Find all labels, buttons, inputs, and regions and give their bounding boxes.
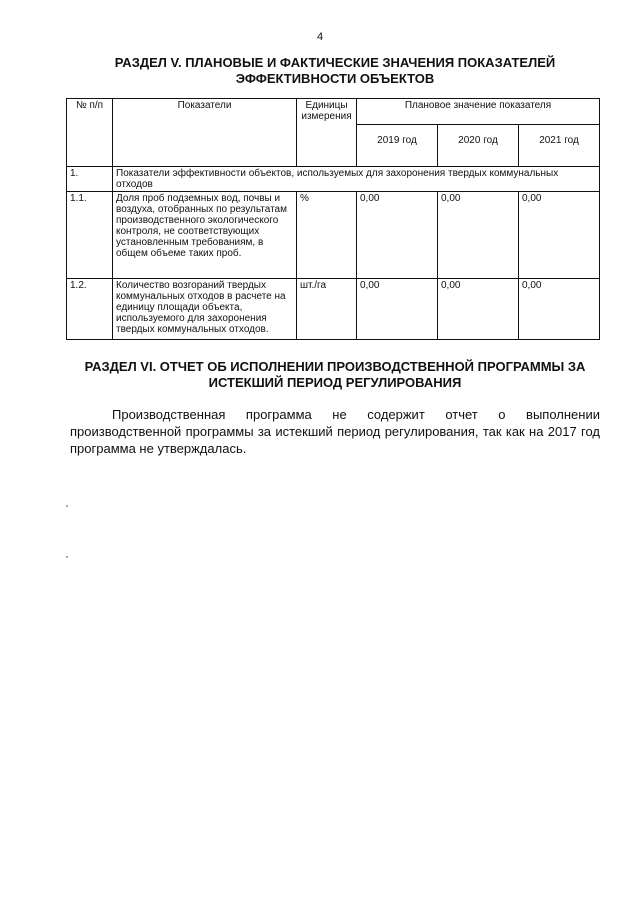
section-6-paragraph: Производственная программа не содержит отчет о выполнении производственной программы за истекший период регулирования, так как на 2017 год программа не утверждалась. [70, 407, 600, 456]
header-num: № п/п [67, 99, 113, 167]
header-year-2021: 2021 год [519, 125, 600, 167]
table-row [67, 279, 600, 340]
table-section-row [67, 167, 600, 192]
row-num: 1.2. [67, 279, 113, 340]
row-value-2021: 0,00 [519, 279, 600, 340]
row-unit: шт./га [297, 279, 357, 340]
row-value-2019: 0,00 [357, 192, 438, 279]
kpi-table [66, 98, 600, 340]
section-6-title: РАЗДЕЛ VI. ОТЧЕТ ОБ ИСПОЛНЕНИИ ПРОИЗВОДСТВЕННОЙ ПРОГРАММЫ ЗА ИСТЕКШИЙ ПЕРИОД РЕГУЛИРОВАНИЯ [84, 359, 586, 390]
section-row-text: Показатели эффективности объектов, используемых для захоронения твердых коммунальных отходов [113, 167, 600, 192]
row-unit: % [297, 192, 357, 279]
row-value-2020: 0,00 [438, 192, 519, 279]
scan-speck [66, 556, 68, 558]
row-num: 1.1. [67, 192, 113, 279]
scan-speck [66, 505, 68, 507]
row-value-2020: 0,00 [438, 279, 519, 340]
header-year-2020: 2020 год [438, 125, 519, 167]
header-plan: Плановое значение показателя [357, 99, 600, 125]
row-value-2021: 0,00 [519, 192, 600, 279]
row-value-2019: 0,00 [357, 279, 438, 340]
table-row [67, 192, 600, 279]
section-5-title: РАЗДЕЛ V. ПЛАНОВЫЕ И ФАКТИЧЕСКИЕ ЗНАЧЕНИЯ ПОКАЗАТЕЛЕЙ ЭФФЕКТИВНОСТИ ОБЪЕКТОВ [114, 55, 556, 86]
row-num: 1. [67, 167, 113, 192]
header-unit: Единицы измерения [297, 99, 357, 167]
header-year-2019: 2019 год [357, 125, 438, 167]
header-indicator: Показатели [113, 99, 297, 167]
page-number: 4 [316, 31, 324, 43]
row-indicator: Количество возгораний твердых коммунальных отходов в расчете на единицу площади объекта, используемого для захоронения твердых коммунальных отходов. [113, 279, 297, 340]
row-indicator: Доля проб подземных вод, почвы и воздуха, отобранных по результатам производственного экологического контроля, не соответствующих установленным требованиям, в общем объеме таких проб. [113, 192, 297, 279]
